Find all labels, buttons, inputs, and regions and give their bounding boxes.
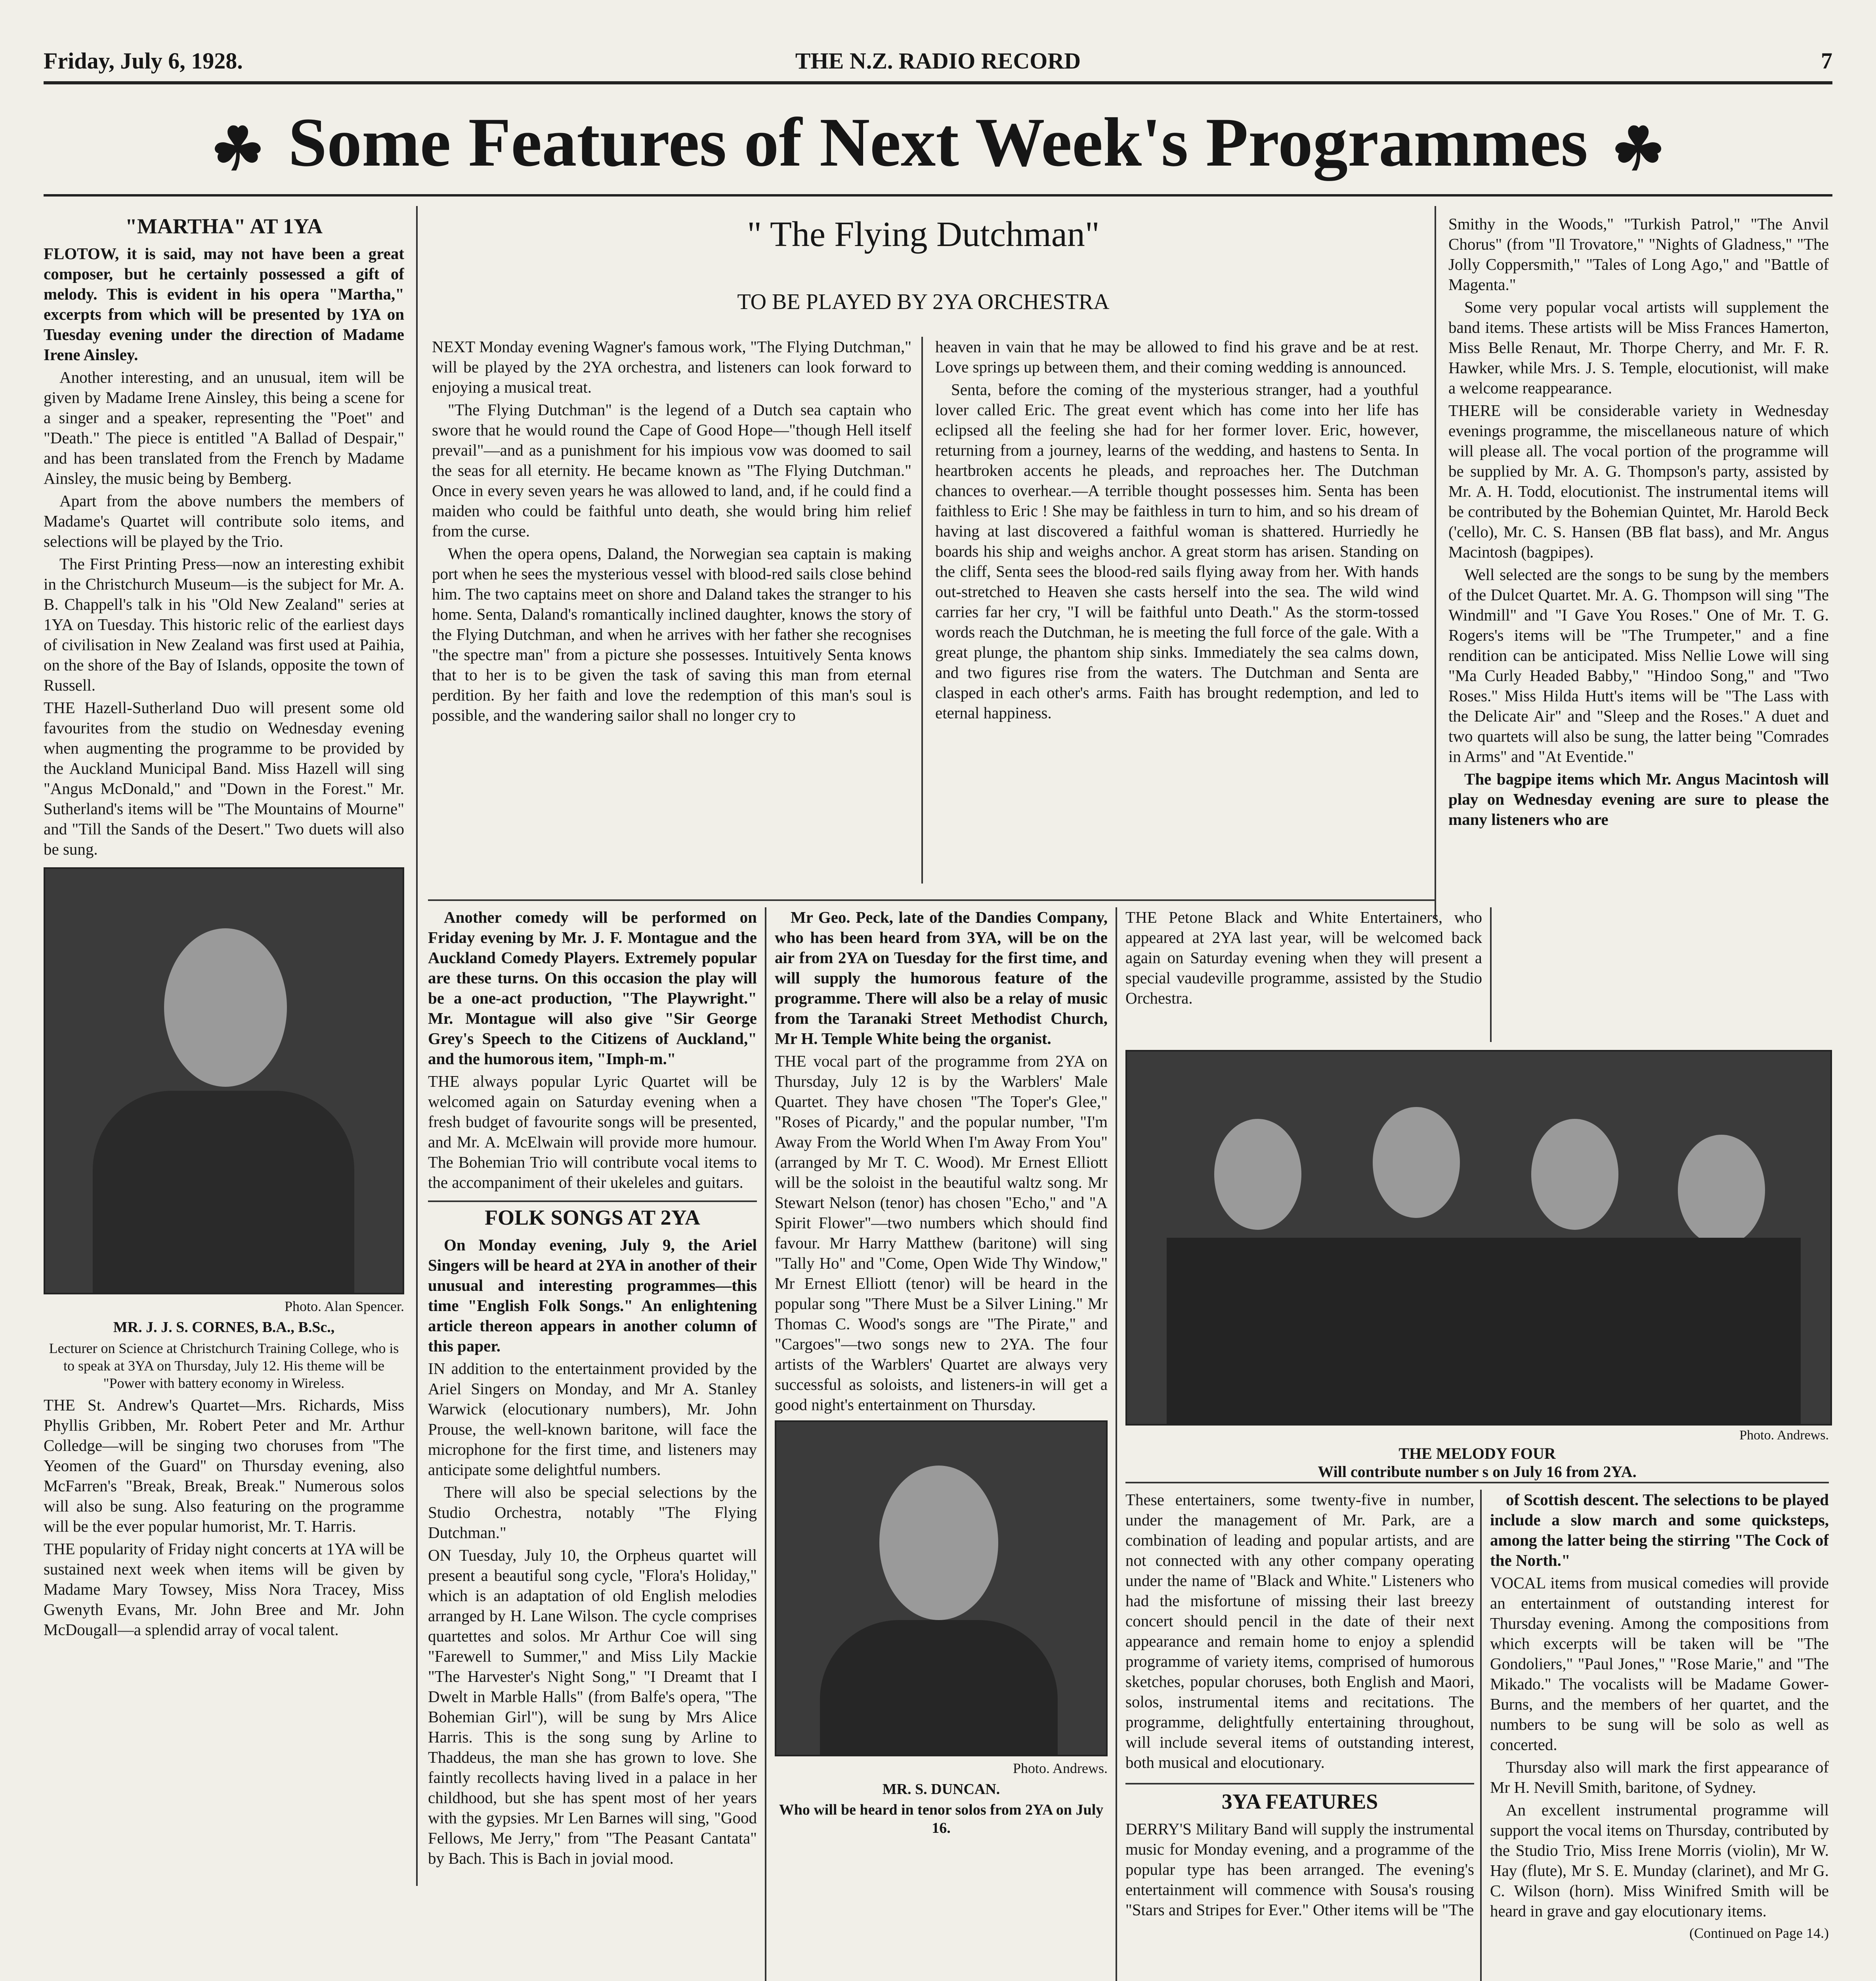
column-divider: [765, 907, 766, 1981]
dutchman-heading: " The Flying Dutchman": [747, 215, 1100, 254]
article-paragraph: VOCAL items from musical comedies will provide an entertainment of outstanding interest for Thursday evening. Among the compositions from which excerpts will be taken will be "The Gondoliers," "Paul Jones," "Rose Marie," and "The Mikado." The vocalists will be Madame Gower-Burns, and the members of her quartet, and the numbers to be sung will be solo as well as concerted.: [1490, 1574, 1829, 1754]
header-page-number: 7: [1821, 48, 1832, 74]
scottish-column: [1490, 1490, 1829, 1981]
portrait-face: [1373, 1107, 1460, 1218]
photo-name: THE MELODY FOUR: [1398, 1445, 1556, 1462]
article-paragraph: The First Printing Press—now an interesting exhibit in the Christchurch Museum—is the subject for Mr. A. B. Chappell's talk in his "Old New Zealand" series at 1YA on Tuesday. This historic relic of the earliest days of civilisation in New Zealand was first used at Paihia, on the shore of the Bay of Islands, opposite the town of Russell.: [44, 555, 404, 694]
portrait-face: [164, 928, 287, 1087]
cornes-photo: [44, 867, 404, 1294]
martha-heading: "MARTHA" AT 1YA: [125, 214, 323, 238]
photo-name: MR. S. DUNCAN.: [882, 1781, 1000, 1798]
column-divider: [1480, 1490, 1482, 1981]
article-paragraph: NEXT Monday evening Wagner's famous work, "The Flying Dutchman," will be played by the 2YA orchestra, and listeners can look forward to enjoying a musical treat.: [432, 338, 911, 396]
dutchman-column-right: [935, 337, 1419, 891]
article-paragraph: Senta, before the coming of the mysterious stranger, had a youthful lover called Eric. The great event which has come into her life has eclipsed all the feeling she had for her former lover. Eric, however, returning from a journey, learns of the wedding, and hastens to Senta. In heartbroken accents he pleads, and reproaches her. The Dutchman chances to overhear.—A terrible thought possesses him. Senta has been faithless to Eric ! She may be faithless in turn to him, and so his dream of having at last discovered a faithful woman is shattered. Hurriedly he boards his ship and weighs anchor. A great storm has arisen. Standing on the cliff, Senta sees the blood-red sails flying away from her. With hands out-stretched to Heaven she casts herself into the sea. The wild wind carries far her cry, "I will be faithful unto Death." As the storm-tossed words reach the Dutchman, he is meeting the full force of the gale. With a great plunge, the phantom ship sinks. Immediately the sea calms down, and two figures rise from the waters. The Dutchman and Senta are clasped in each other's arms. Faith has brought redemption, and led to eternal happiness.: [935, 380, 1419, 722]
page-title-banner: [44, 99, 1832, 186]
shamrock-ornament-icon: ☘: [211, 116, 265, 183]
photo-credit: Photo. Alan Spencer.: [285, 1298, 404, 1314]
dutchman-column-left: [432, 337, 911, 891]
article-paragraph: An excellent instrumental programme will support the vocal items on Thursday, contributed by the Studio Trio, Miss Irene Morris (violin), Mr W. Hay (flute), Mr S. E. Munday (clarinet), and Mr G. C. Wilson (horn). Miss Winifred Smith will be heard in grave and gay elocutionary items.: [1490, 1801, 1829, 1920]
article-paragraph: THE vocal part of the programme from 2YA on Thursday, July 12 is by the Warblers' Male Quartet. They have chosen "The Toper's Glee," "Roses of Picardy," and the popular number, "I'm Away From the World When I'm Away From You" (arranged by Mr T. C. Wood). Mr Ernest Elliott will be the soloist in the beautiful waltz song. Mr Stewart Nelson (tenor) has chosen "Echo," and "A Spirit Flower"—two numbers which should find favour. Mr Harry Matthew (baritone) will sing "Tally Ho" and "Come, Open Wide Thy Window," Mr Ernest Elliott (tenor) will be heard in the popular song "There Must be a Silver Lining." Mr Thomas C. Wood's songs are "The Pirate," and "Cargoes"—two songs new to 2YA. The four artists of the Warblers' Quartet are always very successful as soloists, and listeners-in will get a good night's entertainment on Thursday.: [775, 1052, 1108, 1414]
photo-name: MR. J. J. S. CORNES, B.A., B.Sc.,: [113, 1319, 335, 1336]
article-paragraph: THE popularity of Friday night concerts at 1YA will be sustained next week when items will be given by Madame Mary Towsey, Miss Nora Tracey, Miss Gwenyth Evans, Mr. John Bree and Mr. John McDougall—a splendid array of vocal talent.: [44, 1540, 404, 1639]
photo-caption: Lecturer on Science at Christchurch Training College, who is to speak at 3YA on Thursday, July 12. His theme will be "Power with battery economy in Wireless.: [49, 1340, 399, 1391]
article-paragraph: Well selected are the songs to be sung by the members of the Dulcet Quartet. Mr. A. G. Thompson will sing "The Windmill" and "I Gave You Roses." One of Mr. T. G. Rogers's items will be "The Trumpeter," and a fine rendition can be anticipated. Miss Nellie Lowe will sing "Ma Curly Headed Babby," "Hindoo Song," and "Two Roses." Miss Hilda Hutt's items will be "The Lass with the Delicate Air" and "Sleep and the Roses." A duet and two quartets will also be sung, the latter being "Comrades in Arms" and "At Eventide.": [1448, 565, 1829, 765]
portrait-face: [1531, 1119, 1618, 1230]
melody-four-photo: [1125, 1050, 1832, 1426]
page-header: [44, 48, 1832, 79]
article-paragraph: "The Flying Dutchman" is the legend of a Dutch sea captain who swore that he would round the Cape of Good Hope—"though Hell itself prevail"—and as a punishment for his impious vow was doomed to sail the seas for all eternity. He became known as "The Flying Dutchman." Once in every seven years he was allowed to land, and, if he could find a maiden who could be faithful unto death, she would bring him relief from the curse.: [432, 401, 911, 540]
section-rule: [1125, 1482, 1829, 1483]
article-paragraph: The bagpipe items which Mr. Angus Macintosh will play on Wednesday evening are sure to please the many listeners who are: [1448, 770, 1829, 828]
article-paragraph: Mr Geo. Peck, late of the Dandies Company, who has been heard from 3YA, will be on the air from 2YA on Tuesday for the first time, and will supply the humorous feature of the programme. There will also be a relay of music from the Taranaki Street Methodist Church, Mr H. Temple White being the organist.: [775, 908, 1108, 1048]
column-divider: [1490, 907, 1492, 1042]
column-divider: [921, 337, 923, 884]
martha-intro: FLOTOW, it is said, may not have been a great composer, but he certainly possessed a gift of melody. This is evident in his opera "Martha," excerpts from which will be presented by 1YA on Tuesday evening under the direction of Madame Irene Ainsley.: [44, 244, 404, 364]
article-paragraph: THE Hazell-Sutherland Duo will present some old favourites from the studio on Wednesday evening when augmenting the programme to be provided by the Auckland Municipal Band. Miss Hazell will sing "Angus McDonald," and "Down in the Forest." Mr. Sutherland's items will be "The Mountains of Mourne" and "Till the Sands of the Desert." Two duets will also be sung.: [44, 699, 404, 858]
article-paragraph: of Scottish descent. The selections to be played include a slow march and some quicksteps, among the latter being the stirring "The Cock of the North.": [1490, 1491, 1829, 1569]
shamrock-ornament-icon: ☘: [1611, 116, 1665, 183]
article-paragraph: DERRY'S Military Band will supply the instrumental music for Monday evening, and a programme of the popular type has been arranged. The evening's entertainment will commence with Sousa's rousing "Stars and Stripes for Ever." Other items will be "The: [1125, 1820, 1474, 1919]
article-paragraph: On Monday evening, July 9, the Ariel Singers will be heard at 2YA in another of their unusual and interesting programmes—this time "English Folk Songs." An enlightening article thereon appears in another column of this paper.: [428, 1236, 757, 1355]
article-paragraph: When the opera opens, Daland, the Norwegian sea captain is making port when he sees the mysterious vessel with blood-red sails close behind him. The two captains meet on shore and Daland takes the stranger to his home. Senta, Daland's romantically inclined daughter, knows the story of the Flying Dutchman, and when he arrives with her father she recognises "the spectre man" from a picture she possesses. Intuitively Senta knows that to her is to be given the task of saving this man from eternal perdition. By her faith and love the redemption of this man's soul is possible, and the wandering sailor shall no longer cry to: [432, 544, 911, 724]
column-divider: [1116, 907, 1117, 1981]
duncan-photo: [775, 1420, 1108, 1756]
portrait-bodies: [1167, 1238, 1801, 1424]
article-paragraph: Some very popular vocal artists will supplement the band items. These artists will be Miss Frances Hamerton, Miss Belle Renaut, Mr. Thorpe Cherry, and Mr. F. R. Hawker, while Mrs. J. S. Temple, elocutionist, will make a welcome reappearance.: [1448, 298, 1829, 397]
folk-songs-heading: FOLK SONGS AT 2YA: [485, 1206, 700, 1229]
article-paragraph: There will also be special selections by the Studio Orchestra, notably "The Flying Dutchman.": [428, 1483, 757, 1542]
page-title: Some Features of Next Week's Programmes: [288, 104, 1588, 181]
martha-column: [44, 214, 404, 1886]
article-paragraph: THE always popular Lyric Quartet will be welcomed again on Saturday evening when a fresh budget of favourite songs will be presented, and Mr. A. McElwain will provide more humour. The Bohemian Trio will contribute vocal items to the accompaniment of their ukeleles and guitars.: [428, 1072, 757, 1191]
comedy-column: [428, 907, 757, 1981]
photo-credit: Photo. Andrews.: [1739, 1428, 1829, 1443]
photo-caption: Will contribute number s on July 16 from 2YA.: [1318, 1463, 1637, 1481]
column-divider: [1435, 206, 1436, 919]
header-rule: [44, 81, 1832, 84]
article-paragraph: Smithy in the Woods," "Turkish Patrol," "The Anvil Chorus" (from "Il Trovatore," "Nights of Gladness," "The Jolly Coppersmith," "Tales of Long Ago," and "Battle of Magenta.": [1448, 215, 1829, 294]
article-paragraph: Apart from the above numbers the members of Madame's Quartet will contribute solo items, and selections will be played by the Trio.: [44, 492, 404, 550]
portrait-face: [1214, 1119, 1301, 1230]
portrait-face: [1678, 1135, 1765, 1246]
melody-four-caption: [1125, 1426, 1829, 1481]
article-paragraph: Another interesting, and an unusual, item will be given by Madame Irene Ainsley, this being a scene for a singer and a speaker, representing the "Poet" and "Death." The piece is entitled "A Ballad of Despair," and has been translated from the French by Madame Ainsley, the music being by Bemberg.: [44, 368, 404, 487]
header-date: Friday, July 6, 1928.: [44, 48, 243, 74]
article-paragraph: THE Petone Black and White Entertainers, who appeared at 2YA last year, will be welcomed back again on Saturday evening when they will present a special vaudeville programme, assisted by the Studio Orchestra.: [1125, 908, 1482, 1007]
portrait-face: [879, 1466, 998, 1620]
continued-note: (Continued on Page 14.): [1689, 1925, 1829, 1941]
column-divider: [416, 206, 418, 1886]
portrait-body: [820, 1620, 1058, 1755]
article-paragraph: IN addition to the entertainment provided by the Ariel Singers on Monday, and Mr A. Stanley Warwick (elocutionary numbers), Mr. John Prouse, the well-known baritone, will face the microphone for the first time, and listeners may anticipate some delightful numbers.: [428, 1359, 757, 1479]
petone-block: [1125, 907, 1482, 1042]
dutchman-subheading: TO BE PLAYED BY 2YA ORCHESTRA: [737, 290, 1110, 314]
peck-column: [775, 907, 1108, 1981]
article-paragraph: ON Tuesday, July 10, the Orpheus quartet will present a beautiful song cycle, "Flora's Holiday," which is an adaptation of old English melodies arranged by H. Lane Wilson. The cycle comprises quartettes and solos. Mr Arthur Coe will sing "Farewell to Summer," and Miss Lily Mackie "The Harvester's Night Song," "I Dreamt that I Dwelt in Marble Halls" (from Balfe's opera, "The Bohemian Girl"), will be sung by Mrs Alice Harris. This is the song sung by Arline to Thaddeus, the man she has grown to love. She faintly recollects having lived in a palace in her childhood, but she has spent most of her years with the gypsies. Mr Len Barnes will sing, "Good Fellows, Me Jerry," from "The Peasant Cantata" by Bach. This is Bach in jovial mood.: [428, 1546, 757, 1867]
article-paragraph: THE St. Andrew's Quartet—Mrs. Richards, Miss Phyllis Gribben, Mr. Robert Peter and Mr. Arthur Colledge—will be singing two choruses from "The Yeomen of the Guard" on Thursday evening, also McFarren's "Break, Break, Break." Numerous solos will also be sung. Also featuring on the programme will be the ever popular humorist, Mr. T. Harris.: [44, 1396, 404, 1535]
title-rule: [44, 194, 1832, 197]
right-column-top: [1448, 214, 1829, 990]
article-paragraph: THERE will be considerable variety in Wednesday evenings programme, the miscellaneous nature of which will please all. The vocal portion of the programme will be supplied by Mr. A. G. Thompson's party, assisted by Mr. A. H. Todd, elocutionist. The instrumental items will be contributed by the Bohemian Quintet, Mr. Harold Beck ('cello), Mr. C. S. Hansen (BB flat bass), and Mr. Angus Macintosh (bagpipes).: [1448, 401, 1829, 561]
section-rule: [428, 899, 1435, 901]
portrait-body: [93, 1091, 354, 1293]
petone-column: [1125, 1490, 1474, 1981]
article-paragraph: heaven in vain that he may be allowed to find his grave and be at rest. Love springs up between them, and their coming wedding is announced.: [935, 338, 1419, 376]
article-paragraph: These entertainers, some twenty-five in number, under the management of Mr. Park, are a combination of leading and popular artists, and are not connected with any other company operating under the name of "Black and White." Listeners who had the misfortune of missing their last breezy concert should pencil in the date of their next appearance and remain home to enjoy a splendid programme of variety items, comprised of humorous sketches, popular choruses, both English and Maori, solos, instrumental items and recitations. The programme, delightfully entertaining throughout, will include several items of outstanding interest, both musical and elocutionary.: [1125, 1491, 1474, 1771]
article-paragraph: Thursday also will mark the first appearance of Mr H. Nevill Smith, baritone, of Sydney.: [1490, 1758, 1829, 1796]
3ya-features-heading: 3YA FEATURES: [1221, 1790, 1378, 1813]
photo-credit: Photo. Andrews.: [1013, 1760, 1108, 1776]
article-paragraph: Another comedy will be performed on Friday evening by Mr. J. F. Montague and the Auckland Comedy Players. Extremely popular are these turns. On this occasion the play will be a one-act production, "The Playwright." Mr. Montague will also give "Sir George Grey's Speech to the Citizens of Auckland," and the humorous item, "Imph-m.": [428, 908, 757, 1068]
photo-caption: Who will be heard in tenor solos from 2YA on July 16.: [779, 1802, 1104, 1836]
header-paper: THE N.Z. RADIO RECORD: [795, 48, 1081, 74]
